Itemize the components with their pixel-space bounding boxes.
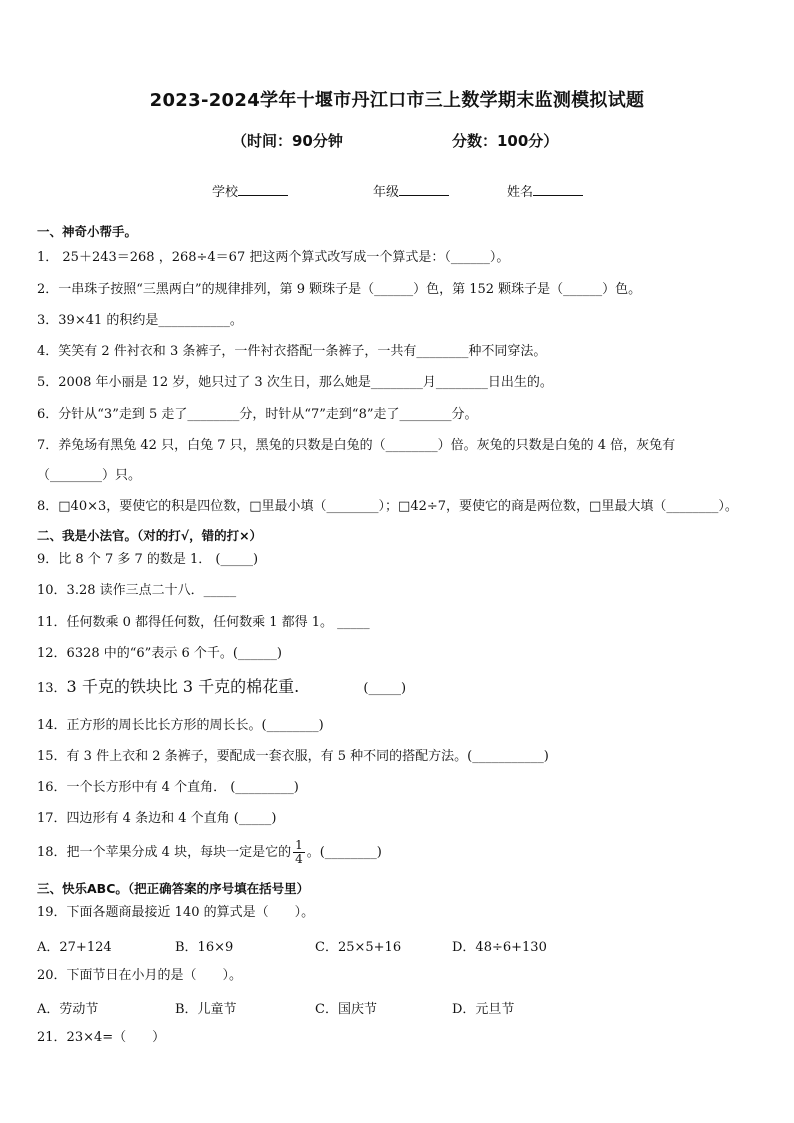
page-title: 2023-2024学年十堰市丹江口市三上数学期末监测模拟试题 xyxy=(149,90,645,111)
grade-label: 年级 xyxy=(373,185,400,200)
question-20-option-b: B．儿童节 xyxy=(175,1002,237,1017)
question-19: 19．下面各题商最接近 140 的算式是（ ）。 xyxy=(37,905,315,920)
question-19-option-b: B．16×9 xyxy=(175,940,234,955)
name-field[interactable] xyxy=(507,181,583,200)
question-18-text: 18．把一个苹果分成 4 块，每块一定是它的 xyxy=(37,845,292,860)
question-8: 8．□40×3，要使它的积是四位数，□里最小填（________）；□42÷7，要使它的商是两位数，□里最大填（________）。 xyxy=(37,499,738,514)
question-14: 14．正方形的周长比长方形的周长长。(________) xyxy=(37,718,324,733)
school-blank[interactable] xyxy=(238,182,288,196)
question-18 xyxy=(37,839,382,866)
section-3-heading: 三、快乐ABC。（把正确答案的序号填在括号里） xyxy=(37,881,310,896)
question-13-blank: (_____) xyxy=(363,681,407,696)
question-20: 20．下面节日在小月的是（ ）。 xyxy=(37,968,243,983)
name-label: 姓名 xyxy=(507,185,534,200)
question-13-number: 13． xyxy=(37,681,67,696)
question-7: 7．养兔场有黑兔 42 只，白兔 7 只，黑兔的只数是白兔的（________）倍。灰兔的只数是白兔的 4 倍，灰兔有 xyxy=(37,438,676,453)
question-16: 16．一个长方形中有 4 个直角． (_________) xyxy=(37,780,299,795)
question-20-option-c: C．国庆节 xyxy=(315,1002,377,1017)
question-6: 6．分针从“3”走到 5 走了________分，时针从“7”走到“8”走了________分。 xyxy=(37,407,478,422)
question-3: 3．39×41 的积约是___________。 xyxy=(37,313,243,328)
question-20-option-d: D．元旦节 xyxy=(452,1002,515,1017)
question-1: 1． 25＋243＝268 ，268÷4＝67 把这两个算式改写成一个算式是：（______）。 xyxy=(37,250,510,265)
grade-blank[interactable] xyxy=(399,182,449,196)
fraction-numerator: 1 xyxy=(295,838,303,852)
question-17: 17．四边形有 4 条边和 4 个直角 (_____) xyxy=(37,811,277,826)
question-9: 9．比 8 个 7 多 7 的数是 1． (_____) xyxy=(37,552,259,567)
question-13 xyxy=(37,678,406,698)
question-10: 10．3.28 读作三点二十八．_____ xyxy=(37,583,237,598)
total-score: 分数：100分） xyxy=(452,132,559,150)
grade-field[interactable] xyxy=(373,181,449,200)
fraction-one-quarter xyxy=(293,839,305,866)
question-5: 5．2008 年小丽是 12 岁，她只过了 3 次生日，那么她是________月________日出生的。 xyxy=(37,375,553,390)
question-19-option-c: C．25×5+16 xyxy=(315,940,402,955)
question-2: 2．一串珠子按照“三黑两白”的规律排列，第 9 颗珠子是（______）色，第 152 颗珠子是（______）色。 xyxy=(37,282,642,297)
name-blank[interactable] xyxy=(533,182,583,196)
question-20-option-a: A．劳动节 xyxy=(37,1002,99,1017)
question-15: 15．有 3 件上衣和 2 条裤子，要配成一套衣服，有 5 种不同的搭配方法。(___________) xyxy=(37,749,549,764)
question-19-option-d: D．48÷6+130 xyxy=(452,940,547,955)
question-4: 4．笑笑有 2 件衬衣和 3 条裤子，一件衬衣搭配一条裤子，一共有________种不同穿法。 xyxy=(37,344,547,359)
section-1-heading: 一、神奇小帮手。 xyxy=(37,224,138,239)
time-limit: （时间：90分钟 xyxy=(232,132,343,150)
school-label: 学校 xyxy=(212,185,239,200)
question-19-option-a: A．27+124 xyxy=(37,940,112,955)
question-18-blank: 。(________) xyxy=(306,845,382,860)
fraction-denominator: 4 xyxy=(295,852,303,866)
question-11: 11．任何数乘 0 都得任何数，任何数乘 1 都得 1。 _____ xyxy=(37,615,370,630)
question-21: 21．23×4=（ ） xyxy=(37,1030,166,1045)
question-13-text: 3 千克的铁块比 3 千克的棉花重. xyxy=(66,677,300,696)
section-2-heading: 二、我是小法官。（对的打√，错的打×） xyxy=(37,528,263,543)
question-7-cont: （________）只。 xyxy=(37,468,142,483)
question-12: 12．6328 中的“6”表示 6 个千。(______) xyxy=(37,646,283,661)
school-field[interactable] xyxy=(212,181,288,200)
